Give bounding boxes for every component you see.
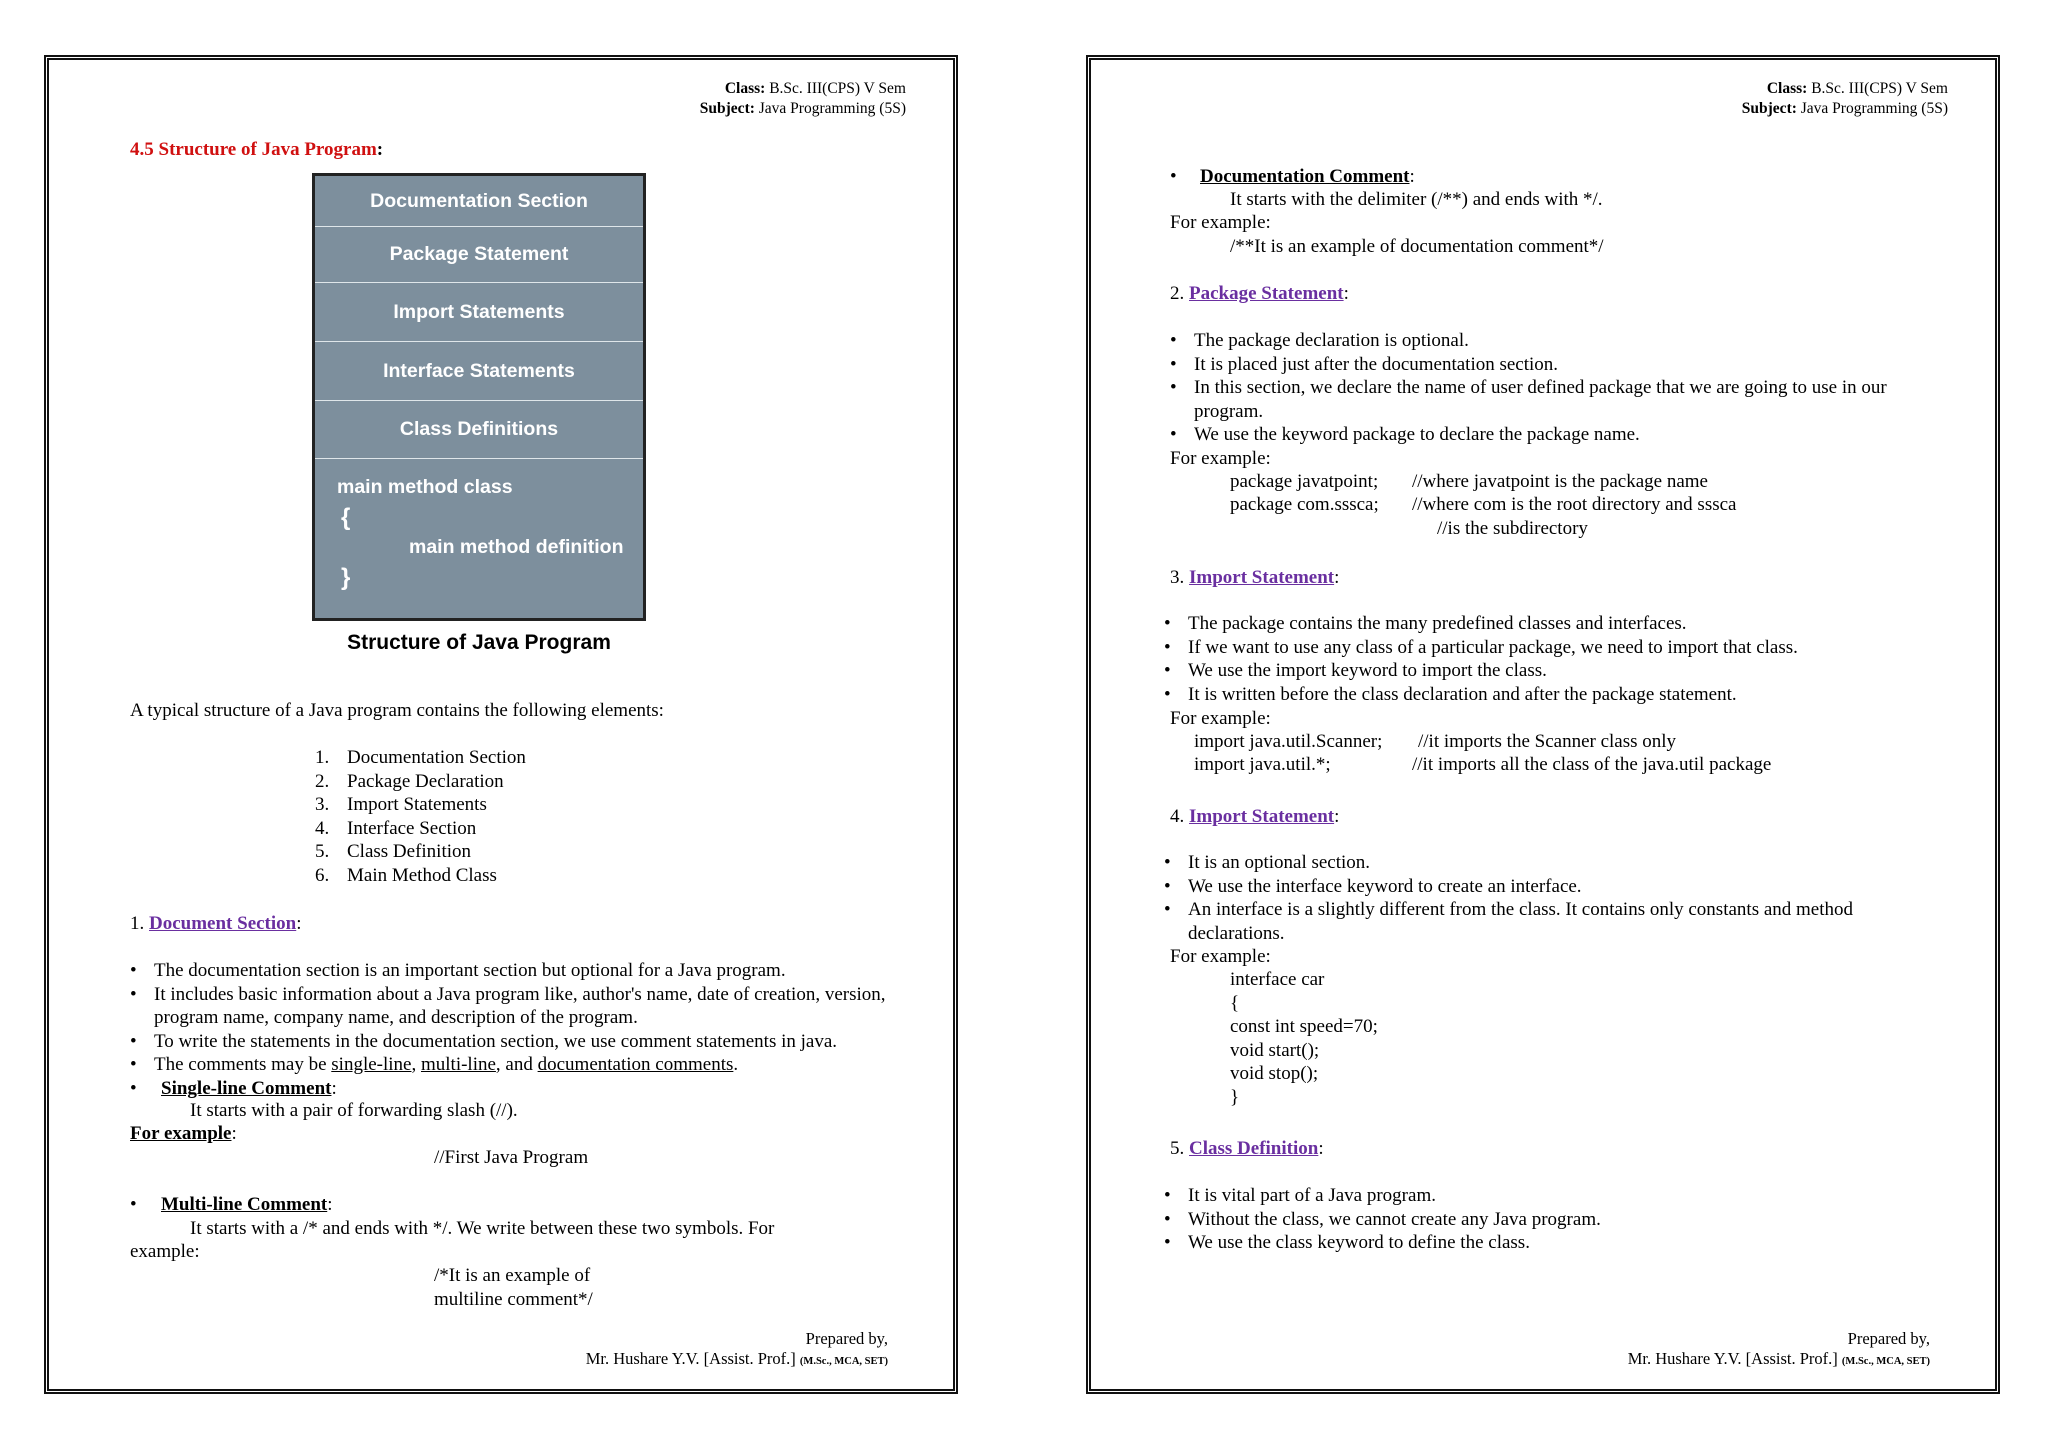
list-item: • Single-line Comment: (130, 1077, 906, 1101)
list-item: • It is an optional section. (1164, 851, 1950, 875)
list-item: • Multi-line Comment: (130, 1193, 906, 1217)
import-example-1: import java.util.Scanner; //it imports the Scanner class only (1194, 731, 1677, 752)
doc-comment-example: /**It is an example of documentation comment*/ (1230, 236, 1604, 257)
list-item: • We use the interface keyword to create an interface. (1164, 875, 1950, 899)
list-item: • We use the keyword package to declare the package name. (1170, 423, 1950, 447)
for-example-label: For example: (1170, 708, 1271, 729)
list-item: • Documentation Comment: (1170, 165, 1950, 189)
section-heading: 4.5 Structure of Java Program: (130, 139, 384, 160)
list-item: • The comments may be single-line, multi-line, and documentation comments. (130, 1053, 906, 1077)
intro-text: A typical structure of a Java program contains the following elements: (130, 700, 664, 721)
import-example-2: import java.util.*; //it imports all the class of the java.util package (1194, 754, 1772, 775)
class-bullets (1164, 1184, 1950, 1255)
package-bullets (1170, 329, 1950, 447)
single-line-example: //First Java Program (434, 1147, 589, 1168)
for-example-label: For example: (1170, 946, 1271, 967)
page-header: Class: B.Sc. III(CPS) V Sem Subject: Java Programming (5S) (699, 80, 906, 117)
multi-line-desc-cont: example: (130, 1241, 200, 1262)
single-line-desc: It starts with a pair of forwarding slash (//). (190, 1100, 518, 1121)
import-heading: 3. Import Statement: (1170, 567, 1340, 588)
page-footer: Prepared by, Mr. Hushare Y.V. [Assist. Prof.] (M.Sc., MCA, SET) (585, 1329, 888, 1368)
elements-list (315, 746, 526, 887)
list-item: • The documentation section is an important section but optional for a Java program. (130, 959, 906, 983)
diagram-class-definitions: Class Definitions (315, 401, 643, 459)
diagram-caption: Structure of Java Program (347, 631, 611, 654)
list-item: • The package declaration is optional. (1170, 329, 1950, 353)
list-item: • To write the statements in the documentation section, we use comment statements in java. (130, 1030, 906, 1054)
diagram-interface-statements: Interface Statements (315, 342, 643, 401)
multi-line-desc: It starts with a /* and ends with */. We write between these two symbols. For (190, 1218, 775, 1239)
package-example-1: package javatpoint; //where javatpoint is the package name (1230, 471, 1708, 492)
list-item: 6. Main Method Class (315, 864, 497, 886)
diagram-package-statement: Package Statement (315, 227, 643, 283)
for-example-label: For example: (1170, 448, 1271, 469)
list-item: • In this section, we declare the name of user defined package that we are going to use in our program. (1170, 376, 1950, 423)
list-item: • It is vital part of a Java program. (1164, 1184, 1950, 1208)
diagram-main-definition: main method definition (409, 536, 624, 558)
doc-comment-desc: It starts with the delimiter (/**) and ends with */. (1230, 189, 1603, 210)
for-example-label: For example: (130, 1123, 237, 1144)
right-page (1086, 55, 2000, 1394)
for-example-label: For example: (1170, 212, 1271, 233)
list-item: • If we want to use any class of a particular package, we need to import that class. (1164, 636, 1950, 660)
diagram-main-class: main method class (337, 476, 513, 498)
java-structure-diagram (312, 173, 646, 621)
list-item: 3. Import Statements (315, 794, 487, 815)
doc-comment-bullet (1170, 165, 1950, 189)
multi-line-example: /*It is an example of multiline comment*/ (434, 1265, 593, 1310)
document-section-heading: 1. Document Section: (130, 913, 302, 934)
interface-bullets (1164, 851, 1950, 945)
diagram-open-brace: { (341, 504, 351, 531)
list-item: • It is placed just after the documentation section. (1170, 353, 1950, 377)
interface-code: interface car { const int speed=70; void start(); void stop(); } (1230, 969, 1378, 1108)
list-item: • The package contains the many predefined classes and interfaces. (1164, 612, 1950, 636)
interface-heading: 4. Import Statement: (1170, 806, 1340, 827)
left-page (44, 55, 958, 1394)
list-item: 4. Interface Section (315, 817, 477, 839)
diagram-close-brace: } (341, 564, 351, 591)
multi-line-bullet (130, 1193, 906, 1217)
list-item: • It is written before the class declaration and after the package statement. (1164, 683, 1950, 707)
list-item: • It includes basic information about a Java program like, author's name, date of creation, version, program name, company name, and description of the program. (130, 983, 906, 1030)
list-item: 1. Documentation Section (315, 747, 526, 768)
list-item: 5. Class Definition (315, 841, 472, 862)
class-heading: 5. Class Definition: (1170, 1138, 1324, 1159)
package-example-2: package com.sssca; //where com is the root directory and sssca (1230, 494, 1737, 515)
list-item: • We use the import keyword to import the class. (1164, 659, 1950, 683)
page-header: Class: B.Sc. III(CPS) V Sem Subject: Java Programming (5S) (1741, 80, 1948, 117)
list-item: 2. Package Declaration (315, 770, 504, 792)
diagram-documentation-section: Documentation Section (315, 176, 643, 227)
document-section-bullets (130, 959, 906, 1100)
list-item: • An interface is a slightly different from the class. It contains only constants and method declarations. (1164, 898, 1950, 945)
list-item: • We use the class keyword to define the class. (1164, 1231, 1950, 1255)
page-footer: Prepared by, Mr. Hushare Y.V. [Assist. Prof.] (M.Sc., MCA, SET) (1627, 1329, 1930, 1368)
list-item: • Without the class, we cannot create any Java program. (1164, 1208, 1950, 1232)
diagram-import-statements: Import Statements (315, 283, 643, 342)
package-example-2-cont: //is the subdirectory (1437, 518, 1588, 539)
import-bullets (1164, 612, 1950, 706)
package-heading: 2. Package Statement: (1170, 283, 1349, 304)
